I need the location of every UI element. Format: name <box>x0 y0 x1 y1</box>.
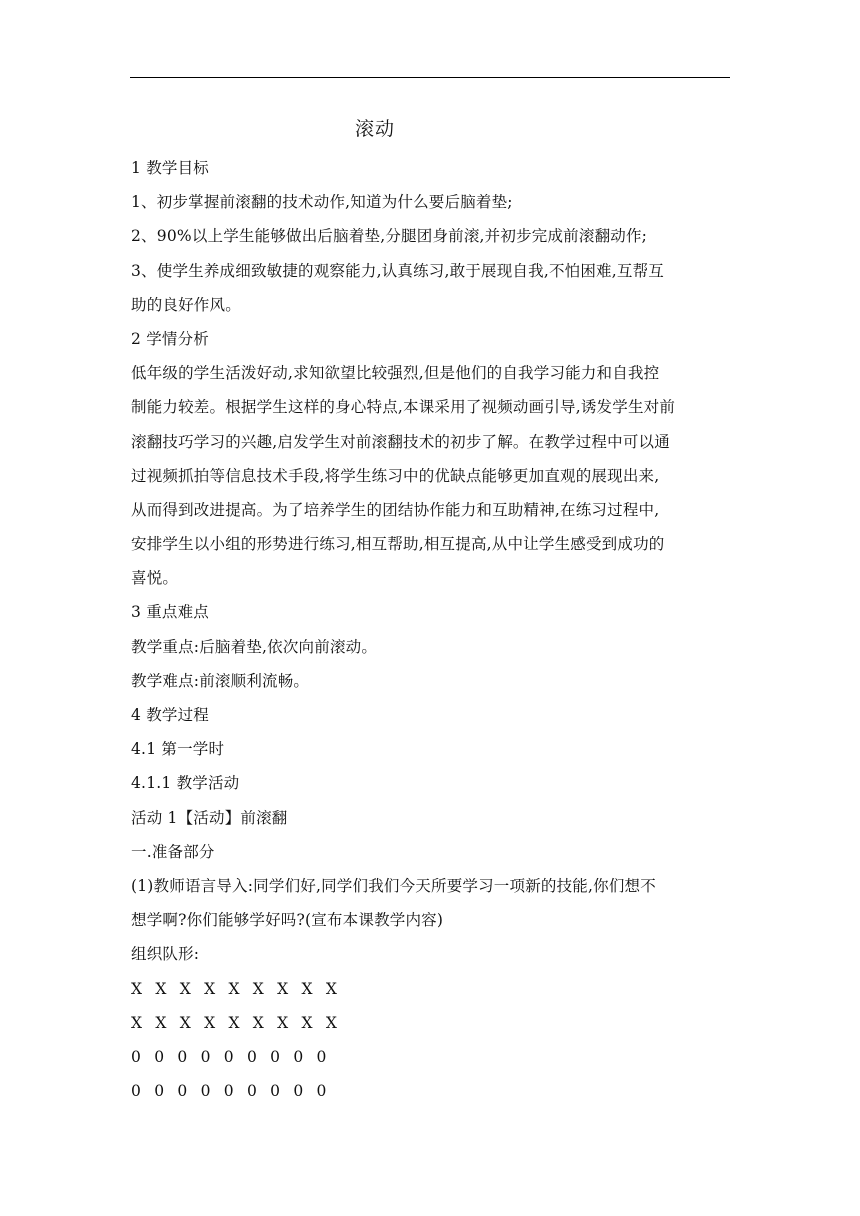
document-body <box>131 151 731 1108</box>
goal-item-1: 1、初步掌握前滚翻的技术动作,知道为什么要后脑着垫; <box>131 193 513 212</box>
analysis-line-1: 低年级的学生活泼好动,求知欲望比较强烈,但是他们的自我学习能力和自我控 <box>131 364 660 383</box>
analysis-line-3: 滚翻技巧学习的兴趣,启发学生对前滚翻技术的初步了解。在教学过程中可以通 <box>131 432 670 451</box>
prep-part-heading: 一.准备部分 <box>131 842 215 861</box>
key-point-difficulty: 教学难点:前滚顺利流畅。 <box>131 671 310 690</box>
formation-row-3: 0 0 0 0 0 0 0 0 0 <box>131 1047 331 1066</box>
analysis-line-5: 从而得到改进提高。为了培养学生的团结协作能力和互助精神,在练习过程中, <box>131 500 660 519</box>
analysis-line-6: 安排学生以小组的形势进行练习,相互帮助,相互提高,从中让学生感受到成功的 <box>131 535 665 554</box>
goal-item-3-line-2: 助的良好作风。 <box>131 295 241 314</box>
subsection-activities: 4.1.1 教学活动 <box>131 774 240 793</box>
header-rule <box>130 77 730 78</box>
activity-title: 活动 1【活动】前滚翻 <box>131 808 288 827</box>
analysis-line-4: 过视频抓拍等信息技术手段,将学生练习中的优缺点能够更加直观的展现出来, <box>131 466 660 485</box>
formation-row-2: X X X X X X X X X <box>131 1013 342 1032</box>
subsection-first-lesson: 4.1 第一学时 <box>131 740 225 759</box>
goal-item-3-line-1: 3、使学生养成细致敏捷的观察能力,认真练习,敢于展现自我,不怕困难,互帮互 <box>131 261 664 280</box>
analysis-line-2: 制能力较差。根据学生这样的身心特点,本课采用了视频动画引导,诱发学生对前 <box>131 398 676 417</box>
intro-line-2: 想学啊?你们能够学好吗?(宣布本课教学内容) <box>131 911 444 930</box>
section-heading-key-points: 3 重点难点 <box>131 603 209 622</box>
formation-label: 组织队形: <box>131 945 200 964</box>
intro-line-1: (1)教师语言导入:同学们好,同学们我们今天所要学习一项新的技能,你们想不 <box>131 876 656 895</box>
formation-row-1: X X X X X X X X X <box>131 979 342 998</box>
section-heading-goals: 1 教学目标 <box>131 159 209 177</box>
page-title: 滚动 <box>354 118 395 140</box>
section-heading-analysis: 2 学情分析 <box>131 329 209 348</box>
formation-row-4: 0 0 0 0 0 0 0 0 0 <box>131 1082 331 1101</box>
goal-item-2: 2、90%以上学生能够做出后脑着垫,分腿团身前滚,并初步完成前滚翻动作; <box>131 227 648 246</box>
section-heading-process: 4 教学过程 <box>131 706 209 724</box>
analysis-line-7: 喜悦。 <box>131 569 179 588</box>
key-point-focus: 教学重点:后脑着垫,依次向前滚动。 <box>131 637 378 656</box>
